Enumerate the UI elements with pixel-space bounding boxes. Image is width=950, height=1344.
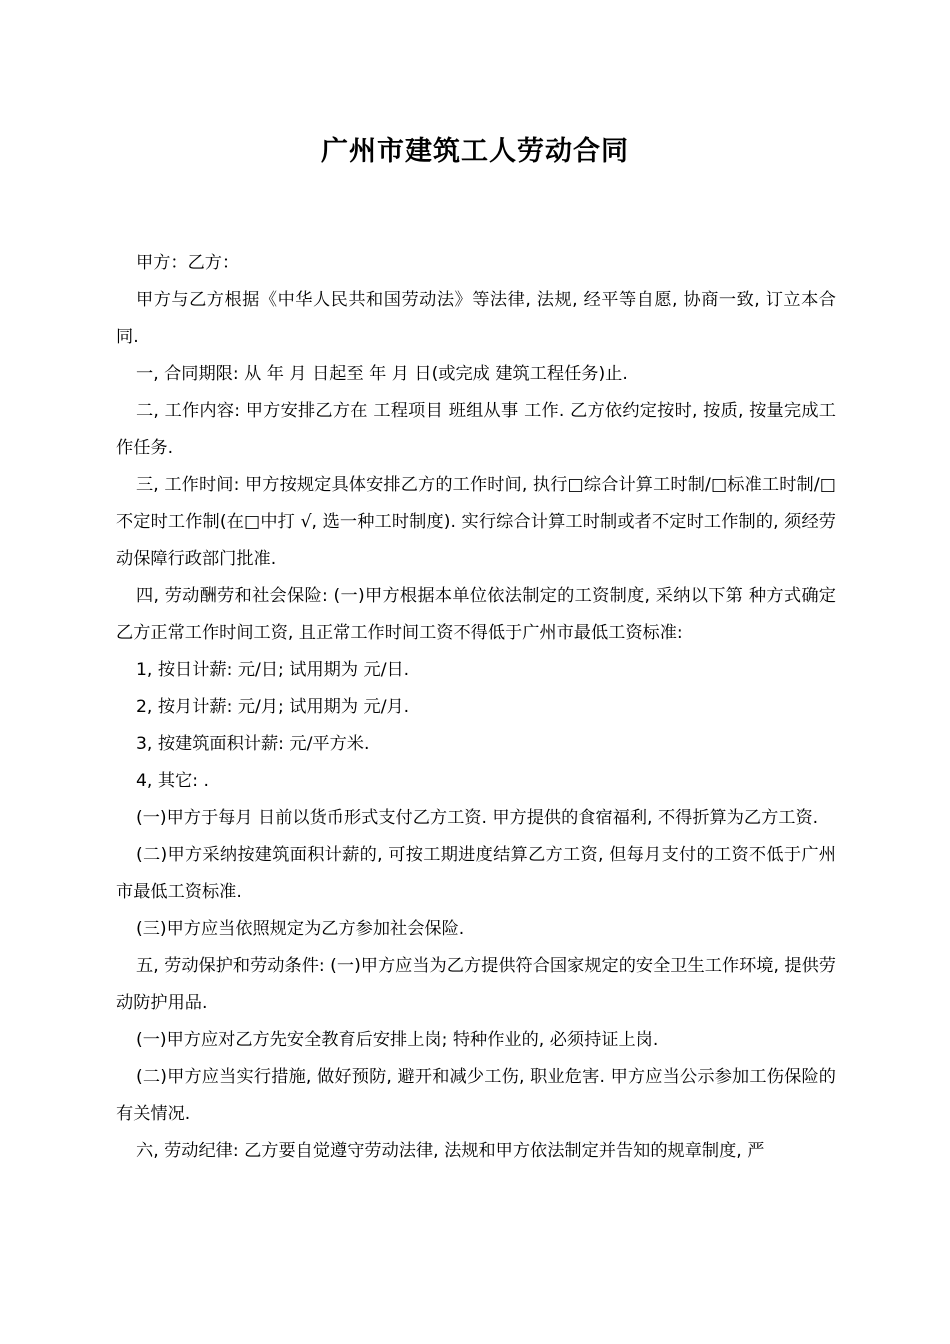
clause-working-hours: 三, 工作时间: 甲方按规定具体安排乙方的工作时间, 执行□综合计算工时制/□标准工时制/□不定时工作制(在□中打 √, 选一种工时制度). 实行综合计算工时制或者不定时工作制的, 须经劳动保障行政部门批准.	[116, 475, 836, 569]
pay-option-area: 3, 按建筑面积计薪: 元/平方米.	[136, 734, 370, 754]
pay-option-daily: 1, 按日计薪: 元/日; 试用期为 元/日.	[136, 660, 410, 680]
protection-sub-clause-1: (一)甲方应对乙方先安全教育后安排上岗; 特种作业的, 必须持证上岗.	[136, 1030, 659, 1050]
preamble-paragraph: 甲方与乙方根据《中华人民共和国劳动法》等法律, 法规, 经平等自愿, 协商一致, 订立本合同.	[116, 290, 836, 347]
pay-sub-clause-2: (二)甲方采纳按建筑面积计薪的, 可按工期进度结算乙方工资, 但每月支付的工资不低于广州市最低工资标准.	[116, 845, 836, 902]
clause-labor-discipline: 六, 劳动纪律: 乙方要自觉遵守劳动法律, 法规和甲方依法制定并告知的规章制度, 严	[136, 1141, 765, 1161]
document-body	[116, 245, 836, 1170]
document-title: 广州市建筑工人劳动合同	[321, 136, 629, 167]
clause-work-content: 二, 工作内容: 甲方安排乙方在 工程项目 班组从事 工作. 乙方依约定按时, 按质, 按量完成工作任务.	[116, 401, 836, 458]
parties-line: 甲方：乙方：	[136, 253, 240, 273]
clause-remuneration: 四, 劳动酬劳和社会保险: (一)甲方根据本单位依法制定的工资制度, 采纳以下第 种方式确定乙方正常工作时间工资, 且正常工作时间工资不得低于广州市最低工资标准:	[116, 586, 836, 643]
pay-option-monthly: 2, 按月计薪: 元/月; 试用期为 元/月.	[136, 697, 410, 717]
pay-sub-clause-1: (一)甲方于每月 日前以货币形式支付乙方工资. 甲方提供的食宿福利, 不得折算为乙方工资.	[136, 808, 819, 828]
clause-contract-term: 一, 合同期限: 从 年 月 日起至 年 月 日(或完成 建筑工程任务)止.	[136, 364, 628, 384]
pay-sub-clause-3: (三)甲方应当依照规定为乙方参加社会保险.	[136, 919, 465, 939]
pay-option-other: 4, 其它: .	[136, 771, 209, 791]
protection-sub-clause-2: (二)甲方应当实行措施, 做好预防, 避开和减少工伤, 职业危害. 甲方应当公示参加工伤保险的有关情况.	[116, 1067, 836, 1124]
clause-labor-protection: 五, 劳动保护和劳动条件: (一)甲方应当为乙方提供符合国家规定的安全卫生工作环境, 提供劳动防护用品.	[116, 956, 836, 1013]
